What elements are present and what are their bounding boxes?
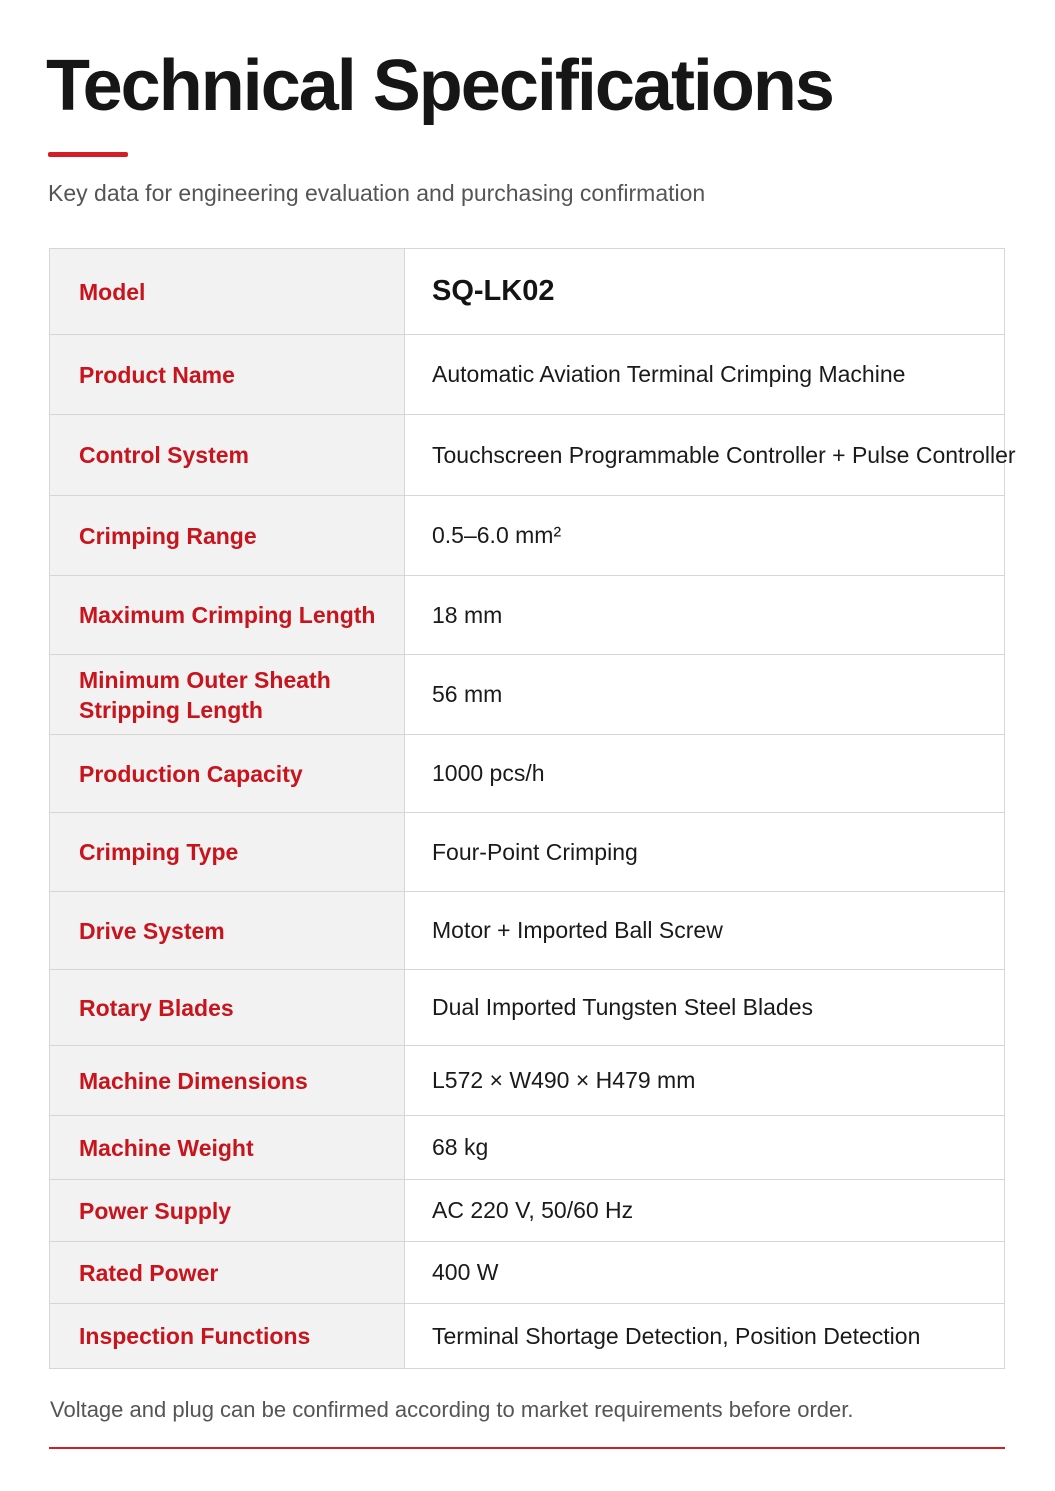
spec-row bbox=[50, 1304, 1005, 1369]
spec-row bbox=[50, 1046, 1005, 1116]
spec-value: L572 × W490 × H479 mm bbox=[405, 1046, 1005, 1116]
footnote: Voltage and plug can be confirmed according to market requirements before order. bbox=[50, 1397, 854, 1422]
spec-row bbox=[50, 1180, 1005, 1242]
spec-label: Minimum Outer Sheath Stripping Length bbox=[50, 655, 405, 735]
spec-row bbox=[50, 335, 1005, 415]
spec-label: Control System bbox=[50, 415, 405, 496]
spec-value: SQ-LK02 bbox=[405, 249, 1005, 335]
spec-row bbox=[50, 813, 1005, 892]
spec-row bbox=[50, 1242, 1005, 1304]
spec-value: Dual Imported Tungsten Steel Blades bbox=[405, 970, 1005, 1046]
spec-label: Production Capacity bbox=[50, 735, 405, 813]
spec-value: 68 kg bbox=[405, 1116, 1005, 1180]
spec-label: Machine Weight bbox=[50, 1116, 405, 1180]
spec-row bbox=[50, 1116, 1005, 1180]
spec-label: Model bbox=[50, 249, 405, 335]
spec-row bbox=[50, 496, 1005, 576]
spec-label: Power Supply bbox=[50, 1180, 405, 1242]
spec-table bbox=[49, 248, 1016, 1369]
spec-value: 56 mm bbox=[405, 655, 1005, 735]
spec-value: Automatic Aviation Terminal Crimping Machine bbox=[405, 335, 1005, 415]
spec-label: Rotary Blades bbox=[50, 970, 405, 1046]
spec-row bbox=[50, 892, 1005, 970]
spec-label: Maximum Crimping Length bbox=[50, 576, 405, 655]
spec-value: 18 mm bbox=[405, 576, 1005, 655]
spec-value: Four-Point Crimping bbox=[405, 813, 1005, 892]
page-subtitle: Key data for engineering evaluation and purchasing confirmation bbox=[48, 180, 706, 206]
spec-row bbox=[50, 655, 1005, 735]
footer-divider bbox=[49, 1447, 1005, 1449]
title-accent-bar bbox=[48, 152, 128, 157]
spec-value: Terminal Shortage Detection, Position Detection bbox=[405, 1304, 1005, 1369]
spec-label: Crimping Range bbox=[50, 496, 405, 576]
spec-label: Drive System bbox=[50, 892, 405, 970]
spec-row bbox=[50, 970, 1005, 1046]
spec-row-model bbox=[50, 249, 1005, 335]
spec-value: Touchscreen Programmable Controller + Pulse Controller bbox=[405, 415, 1005, 496]
spec-value: 1000 pcs/h bbox=[405, 735, 1005, 813]
spec-row bbox=[50, 415, 1005, 496]
spec-row bbox=[50, 576, 1005, 655]
spec-value: Motor + Imported Ball Screw bbox=[405, 892, 1005, 970]
spec-value: AC 220 V, 50/60 Hz bbox=[405, 1180, 1005, 1242]
spec-label: Rated Power bbox=[50, 1242, 405, 1304]
spec-label: Product Name bbox=[50, 335, 405, 415]
spec-value: 0.5–6.0 mm² bbox=[405, 496, 1005, 576]
page-title: Technical Specifications bbox=[46, 46, 833, 126]
spec-row bbox=[50, 735, 1005, 813]
spec-label: Machine Dimensions bbox=[50, 1046, 405, 1116]
spec-value: 400 W bbox=[405, 1242, 1005, 1304]
spec-label: Inspection Functions bbox=[50, 1304, 405, 1369]
spec-label: Crimping Type bbox=[50, 813, 405, 892]
